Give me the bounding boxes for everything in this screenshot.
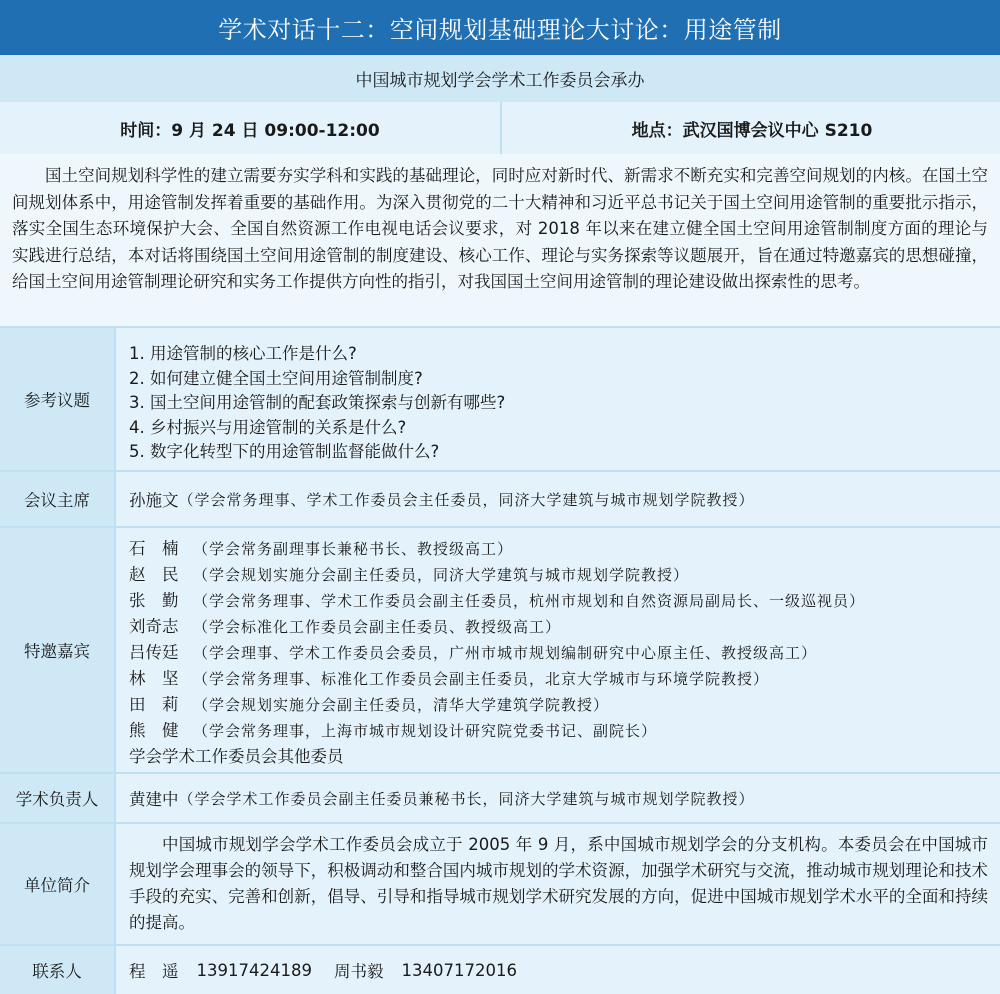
leader-row [0, 774, 1000, 822]
guest-desc: （学会规划实施分会副主任委员，清华大学建筑学院教授） [193, 696, 610, 714]
chair-name: 孙施文 [129, 491, 179, 510]
chair-desc: （学会常务理事、学术工作委员会主任委员，同济大学建筑与城市规划学院教授） [178, 490, 755, 509]
contact-label: 联系人 [0, 946, 114, 994]
guest-item [129, 640, 1000, 666]
guests-label: 特邀嘉宾 [0, 528, 114, 772]
guest-item [129, 692, 1000, 718]
chair-row [0, 472, 1000, 526]
guest-item [129, 536, 1000, 562]
contact-row [0, 946, 1000, 994]
guest-item [129, 718, 1000, 744]
guest-name: 熊 健 [129, 721, 179, 740]
contact-phone: 13407172016 [401, 960, 517, 980]
contact-phone: 13917424189 [196, 960, 312, 980]
topic-item: 5. 数字化转型下的用途管制监督能做什么? [129, 442, 440, 461]
guest-desc: （学会常务理事、学术工作委员会副主任委员，杭州市规划和自然资源局副局长、一级巡视员） [193, 592, 866, 610]
guest-name: 林 坚 [129, 669, 179, 688]
topics-row [0, 328, 1000, 470]
unit-text: 中国城市规划学会学术工作委员会成立于 2005 年 9 月，系中国城市规划学会的分支机构。本委员会在中国城市规划学会理事会的领导下，积极调动和整合国内城市规划的学术资源，加强学术研究与交流，推动城市规划理论和技术手段的充实、完善和创新，倡导、引导和指导城市规划学术研究发展的方向，促进中国城市规划学术水平的全面和持续的提高。 [114, 824, 1000, 944]
event-location: 地点：武汉国博会议中心 S210 [500, 102, 1000, 154]
guest-name: 石 楠 [129, 539, 179, 558]
leader-content [114, 774, 1000, 822]
leader-label: 学术负责人 [0, 774, 114, 822]
chair-label: 会议主席 [0, 472, 114, 526]
guests-list [114, 528, 1000, 772]
guest-desc: （学会标准化工作委员会副主任委员、教授级高工） [193, 618, 562, 636]
guest-item [129, 666, 1000, 692]
contact-content [114, 946, 1000, 994]
guest-name: 赵 民 [129, 565, 179, 584]
guests-row [0, 528, 1000, 772]
page-title: 学术对话十二：空间规划基础理论大讨论：用途管制 [0, 0, 1000, 55]
unit-row [0, 824, 1000, 944]
guest-name: 张 勤 [129, 591, 179, 610]
topic-item: 1. 用途管制的核心工作是什么? [129, 344, 357, 363]
guest-item [129, 588, 1000, 614]
topic-item: 2. 如何建立健全国土空间用途管制制度? [129, 368, 423, 388]
event-time: 时间：9 月 24 日 09:00-12:00 [120, 120, 380, 141]
guest-name: 吕传廷 [129, 643, 179, 662]
unit-label: 单位简介 [0, 824, 114, 944]
leader-desc: （学会学术工作委员会副主任委员兼秘书长，同济大学建筑与城市规划学院教授） [178, 789, 755, 808]
guest-item [129, 614, 1000, 640]
chair-content [114, 472, 1000, 526]
leader-name: 黄建中 [129, 790, 179, 809]
guest-desc: （学会规划实施分会副主任委员，同济大学建筑与城市规划学院教授） [193, 566, 690, 584]
guest-name: 刘奇志 [129, 617, 179, 636]
topic-item: 4. 乡村振兴与用途管制的关系是什么? [129, 417, 407, 437]
topic-item: 3. 国土空间用途管制的配套政策探索与创新有哪些? [129, 393, 506, 412]
organizer: 中国城市规划学会学术工作委员会承办 [0, 55, 1000, 102]
topics-label: 参考议题 [0, 328, 114, 470]
time-location-row [0, 102, 1000, 154]
guest-desc: （学会常务副理事长兼秘书长、教授级高工） [193, 540, 514, 558]
guest-desc: （学会常务理事、标准化工作委员会副主任委员，北京大学城市与环境学院教授） [193, 670, 770, 688]
intro-paragraph: 国土空间规划科学性的建立需要夯实学科和实践的基础理论，同时应对新时代、新需求不断充实和完善空间规划的内核。在国土空间规划体系中，用途管制发挥着重要的基础作用。为深入贯彻党的二十大精神和习近平总书记关于国土空间用途管制的重要批示指示，落实全国生态环境保护大会、全国自然资源工作电视电话会议要求，对 2018 年以来在建立健全国土空间用途管制制度方面的理论与实践进行总结，本对话将围绕国土空间用途管制的制度建设、核心工作、理论与实务探索等议题展开，旨在通过特邀嘉宾的思想碰撞，给国土空间用途管制理论研究和实务工作提供方向性的指引，对我国国土空间用途管制的理论建设做出探索性的思考。 [0, 154, 1000, 326]
contact-person: 程 遥 [129, 962, 179, 981]
contact-person: 周书毅 [333, 962, 384, 981]
guests-others: 学会学术工作委员会其他委员 [129, 747, 344, 766]
guest-item [129, 562, 1000, 588]
guest-desc: （学会常务理事，上海市城市规划设计研究院党委书记、副院长） [193, 722, 658, 740]
guest-name: 田 莉 [129, 695, 179, 714]
topics-list [114, 328, 1000, 470]
guest-desc: （学会理事、学术工作委员会委员，广州市城市规划编制研究中心原主任、教授级高工） [193, 644, 818, 662]
